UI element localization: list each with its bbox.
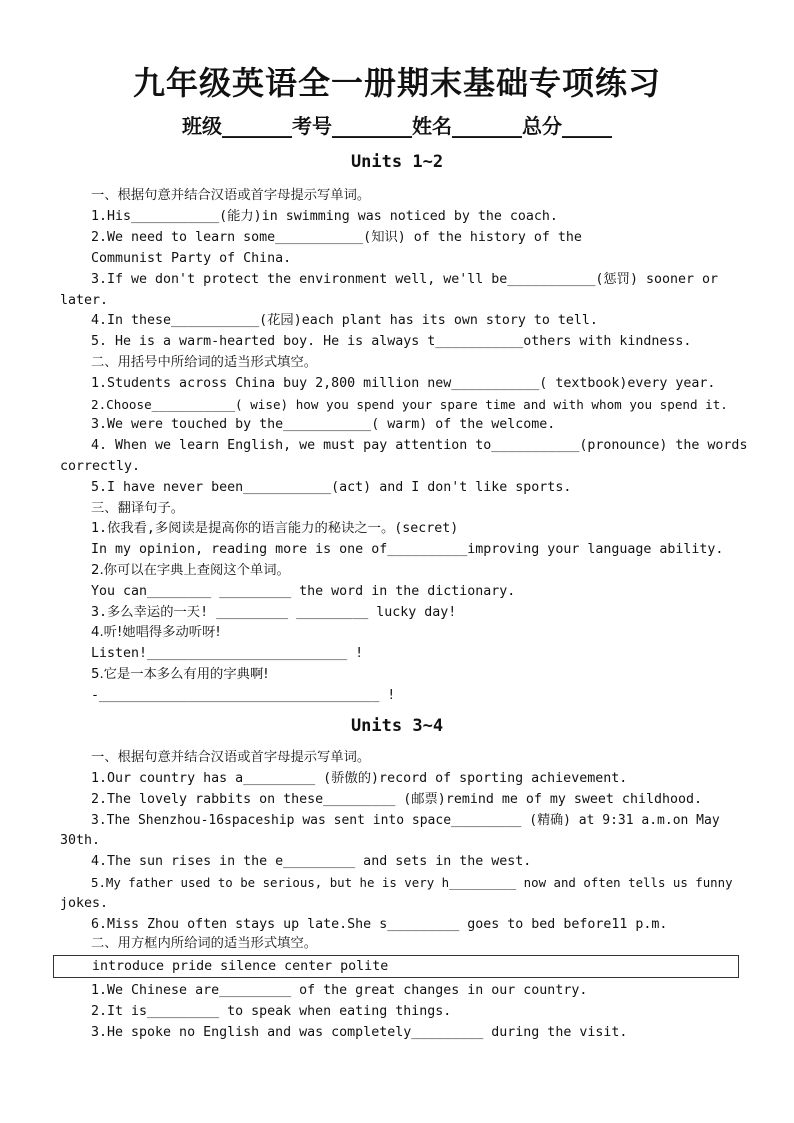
unit-heading-3-4: Units 3~4 <box>350 716 444 736</box>
question-continued: Communist Party of China. <box>91 251 292 266</box>
question: 2.It is_________ to speak when eating things. <box>91 1004 452 1019</box>
unit-heading-1-2: Units 1~2 <box>350 152 444 172</box>
question-continued: jokes. <box>60 896 109 911</box>
question: 1.Our country has a_________ (骄傲的)record of sporting achievement. <box>91 771 628 786</box>
question-chinese: 5.它是一本多么有用的字典啊! <box>91 667 269 682</box>
student-info-line: 班级_______考号________姓名_______总分_____ <box>182 114 612 138</box>
question: 1.We Chinese are_________ of the great changes in our country. <box>91 983 588 998</box>
question: 4.The sun rises in the e_________ and sets in the west. <box>91 854 532 869</box>
question: 4.In these___________(花园)each plant has its own story to tell. <box>91 313 598 328</box>
question-continued: correctly. <box>60 459 141 474</box>
question-english: -___________________________________ ! <box>91 688 396 703</box>
section-title: 二、用方框内所给词的适当形式填空。 <box>91 936 318 951</box>
section-title: 三、翻译句子。 <box>91 501 185 516</box>
question: 3.He spoke no English and was completely_________ during the visit. <box>91 1025 628 1040</box>
question-chinese: 2.你可以在字典上查阅这个单词。 <box>91 563 290 578</box>
question-continued: 30th. <box>60 833 101 848</box>
section-title: 一、根据句意并结合汉语或首字母提示写单词。 <box>91 750 371 765</box>
question: 5. He is a warm-hearted boy. He is always t___________others with kindness. <box>91 334 692 349</box>
section-title: 一、根据句意并结合汉语或首字母提示写单词。 <box>91 188 371 203</box>
question: 4. When we learn English, we must pay attention to___________(pronounce) the words <box>91 438 748 453</box>
question: 1.His___________(能力)in swimming was noticed by the coach. <box>91 209 558 224</box>
question-chinese: 1.依我看,多阅读是提高你的语言能力的秘诀之一。(secret) <box>91 521 459 536</box>
question: 6.Miss Zhou often stays up late.She s_________ goes to bed before11 p.m. <box>91 917 668 932</box>
question-continued: later. <box>60 293 109 308</box>
question: 3.If we don't protect the environment well, we'll be___________(惩罚) sooner or <box>91 272 718 287</box>
question-english: In my opinion, reading more is one of__________improving your language ability. <box>91 542 724 557</box>
question: 5.I have never been___________(act) and I don't like sports. <box>91 480 572 495</box>
question: 1.Students across China buy 2,800 million new___________( textbook)every year. <box>91 376 716 391</box>
question: 3.The Shenzhou-16spaceship was sent into space_________ (精确) at 9:31 a.m.on May <box>91 813 720 828</box>
word-bank-words: introduce pride silence center polite <box>92 959 389 974</box>
question: 3.多么幸运的一天! _________ _________ lucky day! <box>91 605 457 620</box>
section-title: 二、用括号中所给词的适当形式填空。 <box>91 355 318 370</box>
question: 2.Choose___________( wise) how you spend your spare time and with whom you spend it. <box>91 397 728 412</box>
question: 2.The lovely rabbits on these_________ (邮票)remind me of my sweet childhood. <box>91 792 702 807</box>
question-english: Listen!_________________________ ! <box>91 646 364 661</box>
word-bank-box <box>53 955 739 978</box>
question: 2.We need to learn some___________(知识) of the history of the <box>91 230 582 245</box>
question: 3.We were touched by the___________( warm) of the welcome. <box>91 417 556 432</box>
question-english: You can________ _________ the word in the dictionary. <box>91 584 516 599</box>
question: 5.My father used to be serious, but he is very h_________ now and often tells us funny <box>91 875 733 890</box>
question-chinese: 4.听!她唱得多动听呀! <box>91 625 221 640</box>
page-title: 九年级英语全一册期末基础专项练习 <box>132 64 661 102</box>
